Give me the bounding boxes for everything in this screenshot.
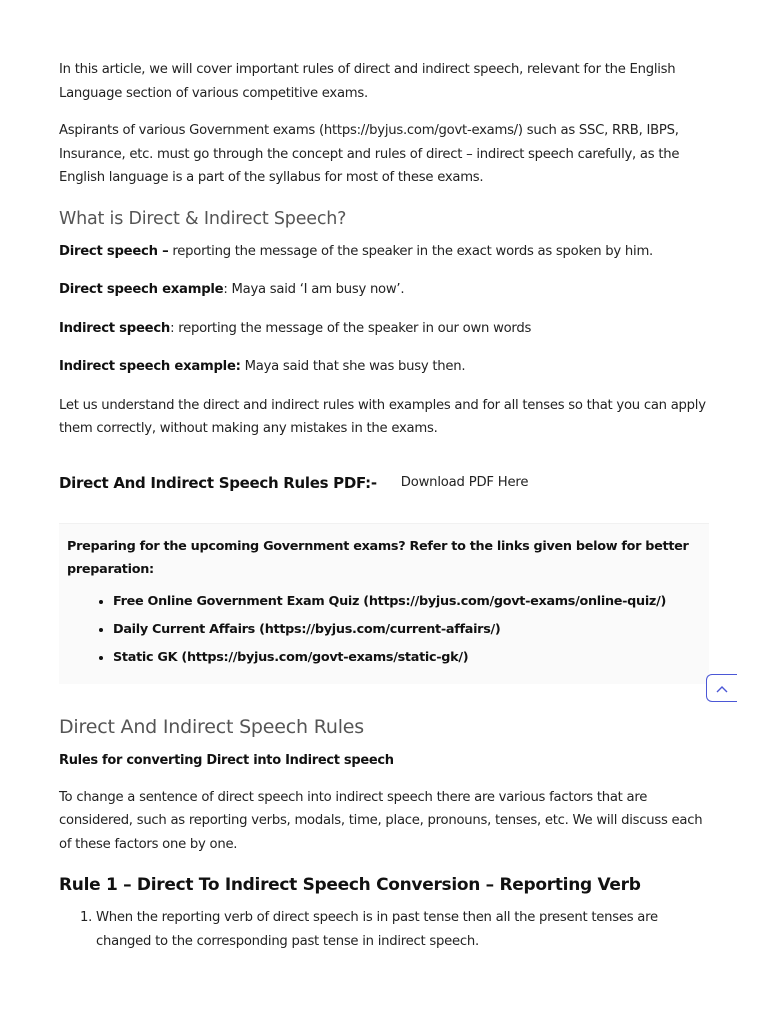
exam-prep-links	[67, 588, 701, 672]
definition-direct	[59, 240, 709, 264]
definition-term: Direct speech example	[59, 282, 224, 297]
what-is-heading: What is Direct & Indirect Speech?	[59, 208, 347, 229]
intro-paragraph-2: Aspirants of various Government exams (https://byjus.com/govt-exams/) such as SSC, RRB, IBPS, Insurance, etc. must go through the concept and rules of direct – indirect speech carefully, as the English language is a part of the syllabus for most of these exams.	[59, 123, 680, 185]
definition-indirect-example	[59, 355, 709, 379]
definition-direct-example	[59, 278, 709, 302]
prep-link-quiz[interactable]: • Free Online Government Exam Quiz (https://byjus.com/govt-exams/online-quiz/)	[113, 588, 701, 616]
chevron-up-icon	[715, 679, 729, 698]
rules-subheading: Rules for converting Direct into Indirect speech	[59, 752, 394, 768]
definition-term: Indirect speech example:	[59, 359, 241, 374]
prep-link-current-affairs[interactable]: • Daily Current Affairs (https://byjus.com/current-affairs/)	[113, 616, 701, 644]
intro-paragraph-1: In this article, we will cover important rules of direct and indirect speech, relevant for the English Language section of various competitive exams.	[59, 62, 676, 101]
definition-text: : Maya said ‘I am busy now’.	[223, 282, 405, 297]
definition-term: Indirect speech	[59, 320, 171, 336]
definition-text: Maya said that she was busy then.	[240, 359, 466, 374]
understand-paragraph: Let us understand the direct and indirect rules with examples and for all tenses so that you can apply them correctly, without making any mistakes in the exams.	[59, 397, 706, 436]
rule1-heading: Rule 1 – Direct To Indirect Speech Conversion – Reporting Verb	[59, 875, 641, 895]
article-content	[59, 58, 709, 954]
definition-term: Direct speech –	[59, 243, 169, 259]
pdf-title: Direct And Indirect Speech Rules PDF:-	[59, 473, 377, 492]
rules-heading: Direct And Indirect Speech Rules	[59, 715, 364, 738]
definition-text: reporting the message of the speaker in the exact words as spoken by him.	[168, 243, 653, 259]
definition-text: : reporting the message of the speaker in our own words	[170, 320, 532, 336]
prep-link-static-gk[interactable]: • Static GK (https://byjus.com/govt-exams/static-gk/)	[113, 644, 701, 672]
exam-prep-heading: Preparing for the upcoming Government exams? Refer to the links given below for better preparation:	[67, 538, 689, 577]
rule1-list	[59, 906, 709, 954]
download-pdf-link[interactable]: Download PDF Here	[400, 475, 529, 490]
definition-indirect	[59, 317, 709, 341]
rule1-item: 1. When the reporting verb of direct speech is in past tense then all the present tenses are changed to the corresponding past tense in indirect speech.	[96, 906, 709, 954]
rules-paragraph: To change a sentence of direct speech into indirect speech there are various factors that are considered, such as reporting verbs, modals, time, place, pronouns, tenses, etc. We will discuss each of these factors one by one.	[59, 789, 703, 852]
scroll-to-top-button[interactable]	[706, 674, 737, 702]
exam-prep-box	[59, 523, 709, 684]
pdf-download-row	[59, 465, 709, 501]
